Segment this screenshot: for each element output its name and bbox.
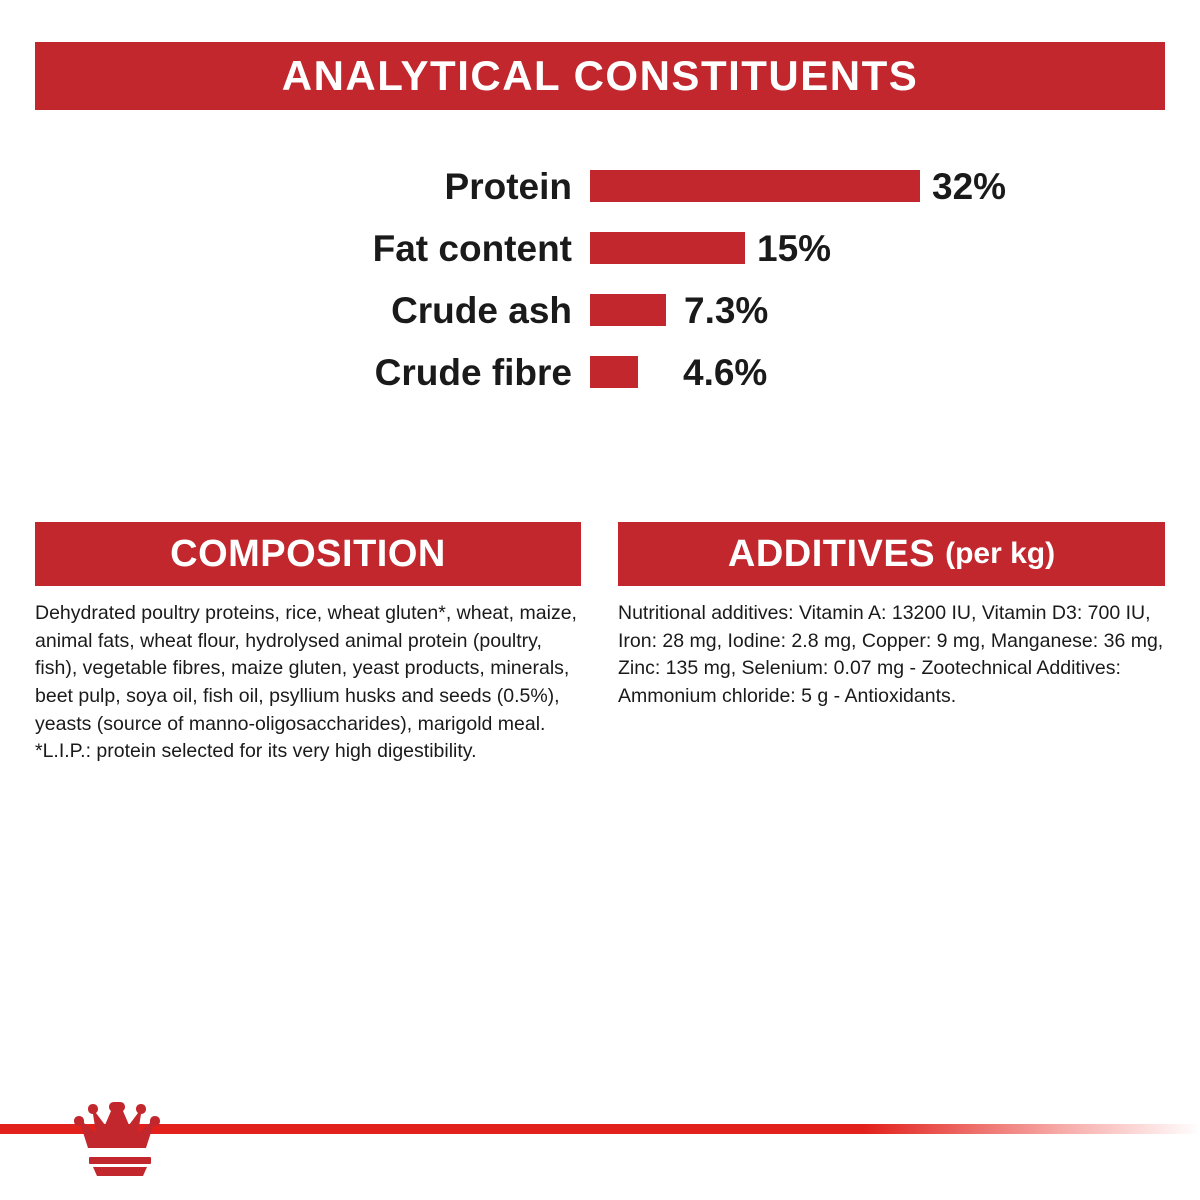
chart-label-crude-ash: Crude ash [391,289,572,331]
chart-bar-wrap [590,227,832,269]
composition-header-label: COMPOSITION [170,533,446,575]
additives-header-label: ADDITIVES [727,533,936,575]
additives-header-unit: (per kg) [945,537,1056,570]
composition-body [35,586,581,766]
chart-row [35,341,1165,403]
composition-header [35,522,581,586]
chart-bar-protein [590,170,920,202]
analytical-constituents-banner [35,42,1165,110]
additives-header [618,522,1165,586]
chart-label-protein: Protein [444,165,572,207]
additives-section [618,522,1165,711]
chart-bar-wrap [590,289,769,331]
composition-section [35,522,581,766]
chart-row [35,279,1165,341]
composition-footnote: *L.I.P.: protein selected for its very high digestibility. [35,740,477,763]
chart-label-crude-fibre: Crude fibre [374,351,572,393]
chart-bar-wrap [590,165,1007,207]
chart-value-crude-ash: 7.3% [684,289,769,331]
chart-row [35,217,1165,279]
page-title: ANALYTICAL CONSTITUENTS [281,52,919,99]
chart-bar-crude-ash [590,294,666,326]
additives-body [618,586,1165,711]
chart-bar-fat-content [590,232,745,264]
analytical-constituents-chart [35,155,1165,403]
additives-text: Nutritional additives: Vitamin A: 13200 IU, Vitamin D3: 700 IU, Iron: 28 mg, Iodine: 2.8 mg, Copper: 9 mg, Manganese: 36 mg, Zinc: 135 mg, Selenium: 0.07 mg - Zootechnical Additives: Ammonium chloride: 5 g - Antioxidants. [618,602,1164,708]
composition-text: Dehydrated poultry proteins, rice, wheat gluten*, wheat, maize, animal fats, wheat flour, hydrolysed animal protein (poultry, fish), vegetable fibres, maize gluten, yeast products, minerals, beet pulp, soya oil, fish oil, psyllium husks and seeds (0.5%), yeasts (source of manno-oligosaccharides), marigold meal. [35,602,577,735]
chart-value-protein: 32% [932,165,1007,207]
chart-bar-crude-fibre [590,356,638,388]
chart-value-crude-fibre: 4.6% [683,351,768,393]
chart-value-fat-content: 15% [757,227,832,269]
chart-row [35,155,1165,217]
chart-bar-wrap [590,351,768,393]
bottom-rule [0,1124,1200,1134]
royal-crown-icon [72,1100,168,1178]
chart-label-fat-content: Fat content [372,227,572,269]
